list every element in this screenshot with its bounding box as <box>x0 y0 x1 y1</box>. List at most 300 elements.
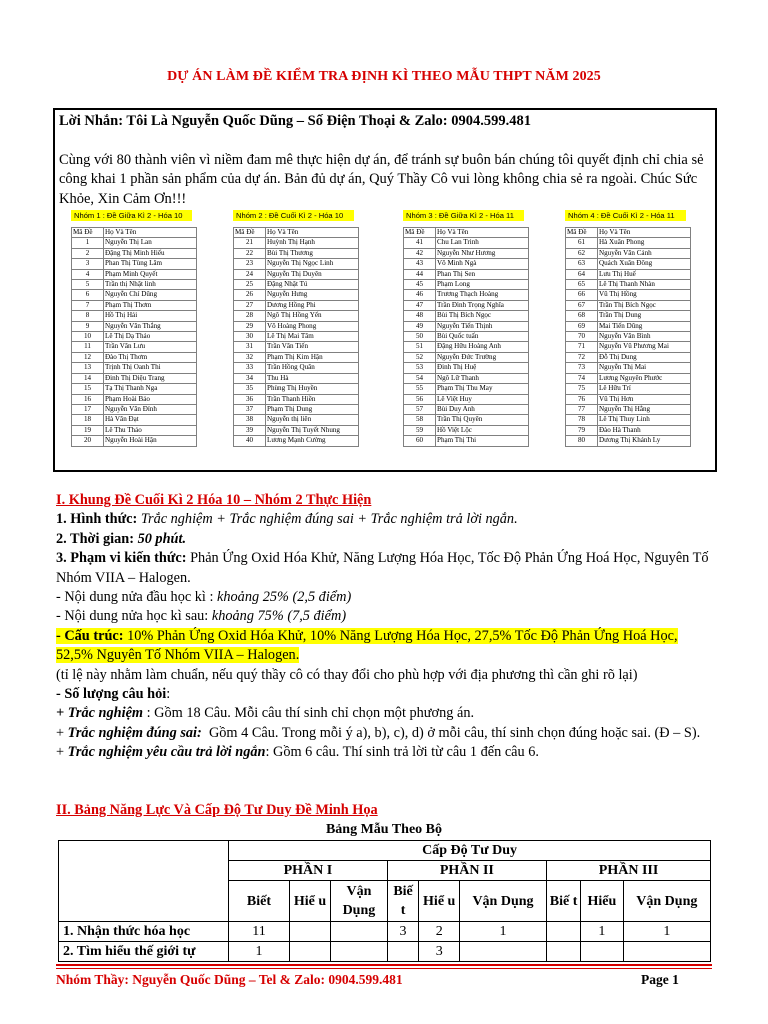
level-cell: Biết <box>229 881 290 922</box>
member-name: Trần Hồng Quân <box>266 363 359 373</box>
member-code: 64 <box>566 269 598 279</box>
member-name: Phan Thị Tùng Lâm <box>104 259 197 269</box>
member-name: Hà Xuân Phong <box>598 238 691 248</box>
member-code: 59 <box>404 425 436 435</box>
member-name: Ngô Lữ Thanh <box>436 373 529 383</box>
member-code: 15 <box>72 384 104 394</box>
member-code: 13 <box>72 363 104 373</box>
level-cell: Vận Dụng <box>331 881 387 922</box>
member-name: Dương Hồng Phi <box>266 300 359 310</box>
member-code: 47 <box>404 300 436 310</box>
member-row <box>566 373 691 383</box>
ratio-note: (tỉ lệ này nhằm làm chuẩn, nếu quý thầy cô có thay đổi cho phù hợp với địa phương thì cần ghi rõ lại) <box>56 666 638 683</box>
member-code: 3 <box>72 259 104 269</box>
member-name: Trần Đình Trọng Nghĩa <box>436 300 529 310</box>
member-name: Phạm Thị Thi <box>436 436 529 446</box>
member-code: 68 <box>566 311 598 321</box>
member-name: Lê Thị Dạ Thảo <box>104 332 197 342</box>
member-code: 79 <box>566 425 598 435</box>
member-name: Đặng Thị Minh Hiếu <box>104 248 197 258</box>
group-1 <box>71 210 197 447</box>
member-row <box>72 300 197 310</box>
member-row <box>566 352 691 362</box>
group-title: Nhóm 2 : Đề Cuối Kì 2 - Hóa 10 <box>233 210 354 221</box>
member-code: 76 <box>566 394 598 404</box>
member-code: 1 <box>72 238 104 248</box>
member-name: Phạm Hoài Bảo <box>104 394 197 404</box>
member-code: 16 <box>72 394 104 404</box>
section-2-heading: II. Bảng Năng Lực Và Cấp Độ Tư Duy Đề Minh Họa <box>56 802 378 818</box>
member-row <box>72 259 197 269</box>
member-code: 58 <box>404 415 436 425</box>
member-code: 24 <box>234 269 266 279</box>
member-code: 33 <box>234 363 266 373</box>
member-row <box>566 321 691 331</box>
member-row <box>566 238 691 248</box>
member-code: 53 <box>404 363 436 373</box>
member-name: Nguyễn Văn Thắng <box>104 321 197 331</box>
member-code: 52 <box>404 352 436 362</box>
document-title: DỰ ÁN LÀM ĐỀ KIỂM TRA ĐỊNH KÌ THEO MẪU THPT NĂM 2025 <box>167 69 601 84</box>
level-cell: Vận Dụng <box>459 881 546 922</box>
member-code: 11 <box>72 342 104 352</box>
member-row <box>404 280 529 290</box>
member-code: 49 <box>404 321 436 331</box>
member-code: 26 <box>234 290 266 300</box>
member-name: Đào Thị Thơm <box>104 352 197 362</box>
member-name: Nguyễn Như Hương <box>436 248 529 258</box>
member-name: Hà Văn Đạt <box>104 415 197 425</box>
member-header-row <box>566 228 691 238</box>
tf-line: + Trắc nghiệm đúng sai: Gồm 4 Câu. Trong mỗi ý a), b), c), d) ở mỗi câu, thí sinh chọn đúng hoặc sai. (Đ – S). <box>56 724 701 741</box>
member-row <box>404 352 529 362</box>
level-header: Cấp Độ Tư Duy <box>229 841 711 861</box>
member-header-row <box>404 228 529 238</box>
group-4 <box>565 210 691 447</box>
member-row <box>404 363 529 373</box>
member-name: Phạm Minh Quyết <box>104 269 197 279</box>
member-name: Mai Tiến Dũng <box>598 321 691 331</box>
member-row <box>234 415 359 425</box>
member-code: 77 <box>566 404 598 414</box>
member-name: Nguyễn Thị Duyên <box>266 269 359 279</box>
member-name: Ngô Thị Hồng Yến <box>266 311 359 321</box>
member-name: Trần thị Nhật linh <box>104 280 197 290</box>
member-name: Nguyễn Văn Cảnh <box>598 248 691 258</box>
member-row <box>72 436 197 446</box>
count-line: - Số lượng câu hỏi: <box>56 686 171 703</box>
section-1-heading: I. Khung Đề Cuối Kì 2 Hóa 10 – Nhóm 2 Thực Hiện <box>56 492 372 508</box>
member-name: Trần Thị Quyên <box>436 415 529 425</box>
member-row <box>72 238 197 248</box>
member-code: 46 <box>404 290 436 300</box>
member-row <box>234 290 359 300</box>
member-row <box>404 269 529 279</box>
member-name: Nguyễn Hưng <box>266 290 359 300</box>
group-title: Nhóm 4 : Đề Cuối Kì 2 - Hóa 11 <box>565 210 686 221</box>
footer-rule <box>56 968 712 969</box>
member-row <box>404 384 529 394</box>
part-2-header: PHẦN II <box>387 861 547 881</box>
member-row <box>234 384 359 394</box>
member-row <box>234 404 359 414</box>
member-name: Nguyễn Thị Tuyết Nhung <box>266 425 359 435</box>
member-row <box>404 290 529 300</box>
member-row <box>72 269 197 279</box>
table-row: 1. Nhận thức hóa học 11 3 2 1 1 1 <box>59 922 711 942</box>
member-code: 51 <box>404 342 436 352</box>
part-1-header: PHẦN I <box>229 861 387 881</box>
member-row <box>404 238 529 248</box>
member-row <box>234 311 359 321</box>
member-row <box>234 373 359 383</box>
member-name: Nguyễn Chí Dũng <box>104 290 197 300</box>
scope-line: 3. Phạm vi kiến thức: Phản Ứng Oxid Hóa Khử, Năng Lượng Hóa Học, Tốc Độ Phản Ứng Hoá Học, Nguyên Tố Nhóm VIIA – Halogen. <box>56 550 709 586</box>
level-cell: Hiể u <box>419 881 459 922</box>
group-title: Nhóm 1 : Đề Giữa Kì 2 - Hóa 10 <box>71 210 192 221</box>
member-name: Võ Minh Ngà <box>436 259 529 269</box>
member-row <box>234 394 359 404</box>
member-row <box>234 321 359 331</box>
member-row <box>72 394 197 404</box>
member-name: Lương Mạnh Cường <box>266 436 359 446</box>
member-code: 19 <box>72 425 104 435</box>
member-code: 27 <box>234 300 266 310</box>
member-row <box>234 269 359 279</box>
member-name: Đặng Hữu Hoàng Anh <box>436 342 529 352</box>
member-code: 65 <box>566 280 598 290</box>
member-row <box>566 363 691 373</box>
member-name: Dương Thị Khánh Ly <box>598 436 691 446</box>
member-name: Phạm Thị Kim Hận <box>266 352 359 362</box>
member-code: 72 <box>566 352 598 362</box>
member-name: Chu Lan Trinh <box>436 238 529 248</box>
member-row <box>72 352 197 362</box>
member-name: Thu Hà <box>266 373 359 383</box>
member-code: 28 <box>234 311 266 321</box>
col-name: Họ Và Tên <box>598 228 691 238</box>
member-row <box>566 248 691 258</box>
member-name: Phạm Thị Thơm <box>104 300 197 310</box>
member-code: 69 <box>566 321 598 331</box>
note-body: Cùng với 80 thành viên vì niềm đam mê thực hiện dự án, để tránh sự buôn bán chúng tôi quyết định chỉ chia sẻ công khai 1 phần sản phẩm của dự án. Bản đủ dự án, Quý Thầy Cô vui lòng không chia sẻ ra ngoài. Chúc Sức Khỏe, Xin Cảm Ơn!!! <box>59 152 704 207</box>
member-header-row <box>234 228 359 238</box>
member-row <box>404 373 529 383</box>
member-code: 31 <box>234 342 266 352</box>
member-row <box>404 394 529 404</box>
member-row <box>404 332 529 342</box>
member-code: 38 <box>234 415 266 425</box>
member-row <box>234 300 359 310</box>
member-name: Nguyễn Thị Mai <box>598 363 691 373</box>
member-name: Lê Thị Mai Tâm <box>266 332 359 342</box>
member-row <box>404 300 529 310</box>
member-name: Nguyễn Hoài Hận <box>104 436 197 446</box>
col-name: Họ Và Tên <box>436 228 529 238</box>
member-name: Phạm Thị Dung <box>266 404 359 414</box>
form-line: 1. Hình thức: Trắc nghiệm + Trắc nghiệm đúng sai + Trắc nghiệm trả lời ngắn. <box>56 511 518 528</box>
member-name: Võ Hoàng Phong <box>266 321 359 331</box>
member-row <box>566 280 691 290</box>
footer-contact: Nhóm Thầy: Nguyễn Quốc Dũng – Tel & Zalo: 0904.599.481 <box>56 972 403 987</box>
member-row <box>72 248 197 258</box>
member-code: 21 <box>234 238 266 248</box>
level-cell: Hiểu <box>581 881 624 922</box>
member-code: 10 <box>72 332 104 342</box>
member-row <box>566 425 691 435</box>
member-name: Lưu Thị Huế <box>598 269 691 279</box>
member-code: 80 <box>566 436 598 446</box>
member-row <box>72 332 197 342</box>
member-name: Đinh Thị Diệu Trang <box>104 373 197 383</box>
member-code: 18 <box>72 415 104 425</box>
member-code: 62 <box>566 248 598 258</box>
member-row <box>404 321 529 331</box>
member-name: Phạm Long <box>436 280 529 290</box>
mc-line: + Trắc nghiệm : Gồm 18 Câu. Mỗi câu thí sinh chỉ chọn một phương án. <box>56 705 475 722</box>
member-name: Nguyễn thị liên <box>266 415 359 425</box>
member-row <box>566 436 691 446</box>
member-code: 54 <box>404 373 436 383</box>
member-name: Trần Văn Tiến <box>266 342 359 352</box>
sa-line: + Trắc nghiệm yêu cầu trả lời ngắn: Gồm 6 câu. Thí sinh trả lời từ câu 1 đến câu 6. <box>56 744 539 761</box>
table-corner <box>59 841 229 922</box>
member-row <box>566 269 691 279</box>
note-box <box>53 108 717 472</box>
member-row <box>404 342 529 352</box>
member-row <box>72 384 197 394</box>
member-code: 6 <box>72 290 104 300</box>
first-half-line: - Nội dung nửa đầu học kì : khoảng 25% (2,5 điểm) <box>56 589 352 606</box>
member-row <box>234 425 359 435</box>
member-code: 39 <box>234 425 266 435</box>
group-title: Nhóm 3 : Đề Giữa Kì 2 - Hóa 11 <box>403 210 524 221</box>
member-code: 9 <box>72 321 104 331</box>
member-code: 44 <box>404 269 436 279</box>
member-name: Lê Việt Huy <box>436 394 529 404</box>
member-row <box>566 259 691 269</box>
col-code: Mã Đề <box>404 228 436 238</box>
member-row <box>234 259 359 269</box>
member-code: 34 <box>234 373 266 383</box>
member-code: 8 <box>72 311 104 321</box>
member-name: Phùng Thị Huyền <box>266 384 359 394</box>
member-name: Trịnh Thị Oanh Thi <box>104 363 197 373</box>
member-row <box>234 436 359 446</box>
member-row <box>566 394 691 404</box>
member-name: Huỳnh Thị Hạnh <box>266 238 359 248</box>
member-code: 48 <box>404 311 436 321</box>
member-code: 60 <box>404 436 436 446</box>
section-1 <box>56 491 716 763</box>
member-row <box>404 425 529 435</box>
member-name: Lê Thị Thanh Nhàn <box>598 280 691 290</box>
member-code: 71 <box>566 342 598 352</box>
member-row <box>72 311 197 321</box>
member-code: 45 <box>404 280 436 290</box>
col-code: Mã Đề <box>72 228 104 238</box>
member-row <box>72 321 197 331</box>
member-name: Trần Thị Dung <box>598 311 691 321</box>
col-code: Mã Đề <box>234 228 266 238</box>
page-number: Page 1 <box>641 972 679 987</box>
member-row <box>566 404 691 414</box>
member-code: 2 <box>72 248 104 258</box>
col-name: Họ Và Tên <box>266 228 359 238</box>
part-3-header: PHẦN III <box>547 861 711 881</box>
member-name: Lê Thị Thuy Linh <box>598 415 691 425</box>
member-name: Nguyễn Thị Hằng <box>598 404 691 414</box>
member-name: Bùi Duy Anh <box>436 404 529 414</box>
member-name: Nguyễn Văn Đính <box>104 404 197 414</box>
member-name: Đặng Nhật Tú <box>266 280 359 290</box>
member-code: 40 <box>234 436 266 446</box>
member-row <box>404 259 529 269</box>
member-code: 32 <box>234 352 266 362</box>
member-name: Bùi Thị Bích Ngọc <box>436 311 529 321</box>
member-row <box>566 384 691 394</box>
level-cell: Biế t <box>547 881 581 922</box>
level-cell: Biế t <box>387 881 419 922</box>
member-row <box>404 248 529 258</box>
level-cell: Vận Dụng <box>623 881 710 922</box>
member-row <box>72 425 197 435</box>
member-row <box>404 415 529 425</box>
member-row <box>566 342 691 352</box>
footer-rule <box>56 964 712 966</box>
member-row <box>404 436 529 446</box>
member-name: Trần Văn Lưu <box>104 342 197 352</box>
member-row <box>234 352 359 362</box>
section-2 <box>56 801 716 820</box>
member-code: 29 <box>234 321 266 331</box>
member-row <box>234 280 359 290</box>
member-row <box>72 363 197 373</box>
member-code: 67 <box>566 300 598 310</box>
member-code: 7 <box>72 300 104 310</box>
member-header-row <box>72 228 197 238</box>
member-name: Nguyễn Thị Ngọc Linh <box>266 259 359 269</box>
member-table <box>565 227 691 447</box>
member-code: 61 <box>566 238 598 248</box>
member-code: 56 <box>404 394 436 404</box>
member-row <box>566 290 691 300</box>
member-name: Hồ Thị Hải <box>104 311 197 321</box>
member-code: 37 <box>234 404 266 414</box>
member-name: Vũ Thị Hơn <box>598 394 691 404</box>
member-name: Trương Thạch Hoàng <box>436 290 529 300</box>
member-row <box>566 300 691 310</box>
group-3 <box>403 210 529 447</box>
member-code: 22 <box>234 248 266 258</box>
col-code: Mã Đề <box>566 228 598 238</box>
member-code: 70 <box>566 332 598 342</box>
member-name: Đào Hà Thanh <box>598 425 691 435</box>
member-name: Bùi Quốc tuấn <box>436 332 529 342</box>
member-code: 14 <box>72 373 104 383</box>
note-heading: Lời Nhắn: Tôi Là Nguyễn Quốc Dũng – Số Điện Thoại & Zalo: 0904.599.481 <box>59 113 531 129</box>
member-name: Hồ Việt Lộc <box>436 425 529 435</box>
member-row <box>72 342 197 352</box>
member-name: Lương Nguyên Phước <box>598 373 691 383</box>
table-caption: Bảng Mẫu Theo Bộ <box>325 822 443 837</box>
member-name: Đinh Thị Huệ <box>436 363 529 373</box>
member-name: Phan Thị Sen <box>436 269 529 279</box>
member-code: 5 <box>72 280 104 290</box>
member-row <box>234 248 359 258</box>
member-code: 55 <box>404 384 436 394</box>
member-row <box>566 332 691 342</box>
member-code: 78 <box>566 415 598 425</box>
member-table <box>71 227 197 447</box>
time-line: 2. Thời gian: 50 phút. <box>56 530 187 547</box>
member-code: 20 <box>72 436 104 446</box>
second-half-line: - Nội dung nửa học kì sau: khoảng 75% (7,5 điểm) <box>56 608 347 625</box>
member-table <box>403 227 529 447</box>
member-name: Đỗ Thị Dung <box>598 352 691 362</box>
member-name: Tạ Thị Thanh Nga <box>104 384 197 394</box>
member-code: 41 <box>404 238 436 248</box>
member-name: Nguyễn Vũ Phương Mai <box>598 342 691 352</box>
member-name: Nguyễn Đức Trường <box>436 352 529 362</box>
structure-line: - Cấu trúc: 10% Phản Ứng Oxid Hóa Khử, 10% Năng Lượng Hóa Học, 27,5% Tốc Độ Phản Ứng Hoá Học, 52,5% Nguyên Tố Nhóm VIIA – Halogen. <box>56 627 678 664</box>
member-name: Nguyễn Thị Lan <box>104 238 197 248</box>
member-name: Trần Thị Bích Ngọc <box>598 300 691 310</box>
member-name: Trần Thanh Hiền <box>266 394 359 404</box>
member-code: 17 <box>72 404 104 414</box>
member-code: 25 <box>234 280 266 290</box>
member-code: 66 <box>566 290 598 300</box>
member-code: 74 <box>566 373 598 383</box>
member-row <box>72 415 197 425</box>
member-name: Vũ Thị Hồng <box>598 290 691 300</box>
member-code: 23 <box>234 259 266 269</box>
member-row <box>234 238 359 248</box>
member-row <box>234 332 359 342</box>
member-name: Lê Thu Thảo <box>104 425 197 435</box>
member-name: Lê Hữu Trí <box>598 384 691 394</box>
member-code: 12 <box>72 352 104 362</box>
group-2 <box>233 210 359 447</box>
table-row: 2. Tìm hiểu thế giới tự 1 3 <box>59 942 711 962</box>
member-row <box>234 342 359 352</box>
member-name: Nguyễn Tiến Thịnh <box>436 321 529 331</box>
member-name: Quách Xuân Đông <box>598 259 691 269</box>
member-code: 50 <box>404 332 436 342</box>
thinking-level-table <box>58 840 711 962</box>
member-name: Nguyễn Văn Bình <box>598 332 691 342</box>
member-row <box>566 311 691 321</box>
member-code: 63 <box>566 259 598 269</box>
member-row <box>566 415 691 425</box>
member-code: 57 <box>404 404 436 414</box>
member-row <box>72 290 197 300</box>
col-name: Họ Và Tên <box>104 228 197 238</box>
member-code: 4 <box>72 269 104 279</box>
member-row <box>404 404 529 414</box>
member-row <box>72 404 197 414</box>
member-row <box>72 280 197 290</box>
member-code: 36 <box>234 394 266 404</box>
member-row <box>234 363 359 373</box>
member-code: 30 <box>234 332 266 342</box>
member-code: 42 <box>404 248 436 258</box>
member-code: 75 <box>566 384 598 394</box>
member-code: 43 <box>404 259 436 269</box>
member-table <box>233 227 359 447</box>
level-cell: Hiể u <box>289 881 330 922</box>
member-code: 35 <box>234 384 266 394</box>
